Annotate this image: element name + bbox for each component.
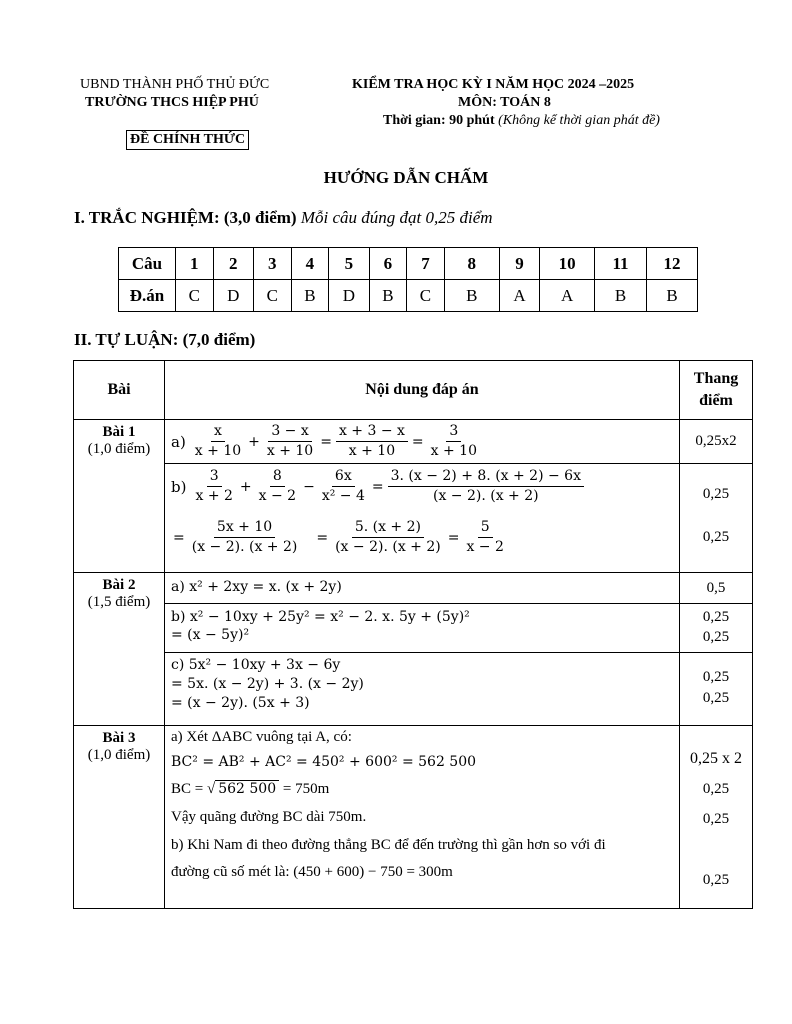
numerator: 3. (x − 2) + 8. (x + 2) − 6x — [388, 467, 584, 487]
answer-cell: B — [369, 280, 407, 312]
bai2-a-score: 0,5 — [680, 573, 753, 604]
section1-heading — [74, 208, 493, 228]
bai1-b-label: b) — [171, 477, 187, 496]
fraction — [192, 422, 244, 461]
numerator: 3 − x — [268, 422, 311, 442]
denominator: (x − 2). (x + 2) — [432, 488, 539, 504]
row-label-cau: Câu — [119, 248, 176, 280]
question-cell: 11 — [595, 248, 647, 280]
fraction — [336, 422, 408, 461]
sqrt-radicand: 562 500 — [215, 780, 279, 797]
denominator: x + 10 — [430, 443, 477, 459]
bai3-line-2: BC² = AB² + AC² = 450² + 600² = 562 500 — [171, 754, 477, 770]
denominator: (x − 2). (x + 2) — [191, 539, 298, 555]
answer-cell: C — [254, 280, 292, 312]
section1-title: I. TRẮC NGHIỆM: (3,0 điểm) — [74, 208, 297, 227]
bai2-c-score-cell — [680, 653, 753, 726]
operator: − — [303, 478, 315, 495]
fraction — [264, 422, 316, 461]
bai2-c-row — [74, 653, 753, 726]
answer-cell: A — [499, 280, 539, 312]
fraction — [332, 518, 444, 557]
operator: + — [239, 478, 252, 495]
bai3-line-3 — [165, 770, 679, 798]
denominator: x² − 4 — [321, 488, 365, 504]
bai3-line-1: a) Xét ΔABC vuông tại A, có: — [171, 729, 352, 745]
question-cell: 5 — [329, 248, 369, 280]
question-cell: 3 — [254, 248, 292, 280]
denominator: (x − 2). (x + 2) — [335, 539, 441, 555]
answer-cell: B — [444, 280, 499, 312]
bai2-b-expression-2: = (x − 5y)² — [171, 627, 250, 643]
bai2-points: (1,5 điểm) — [87, 594, 151, 610]
bai3-line-5: b) Khi Nam đi theo đường thẳng BC để đến trường thì gần hơn so với đi — [171, 837, 606, 853]
numerator: x — [211, 422, 225, 442]
question-cell: 8 — [444, 248, 499, 280]
fraction — [192, 467, 235, 506]
exam-subject: MÔN: TOÁN 8 — [458, 95, 551, 110]
col-header-content: Nội dung đáp án — [165, 361, 680, 420]
exam-time — [383, 113, 660, 129]
numerator: 5x + 10 — [214, 518, 275, 538]
time-note: (Không kể thời gian phát đề) — [498, 113, 660, 128]
operator: + — [248, 433, 260, 450]
denominator: x + 10 — [194, 443, 242, 459]
question-cell: 6 — [369, 248, 407, 280]
bai1-a-score: 0,25x2 — [680, 420, 753, 464]
numerator: 5. (x + 2) — [352, 518, 424, 538]
numerator: x + 3 − x — [336, 422, 408, 442]
answer-cell: B — [291, 280, 329, 312]
fraction — [256, 467, 299, 506]
question-cell: 7 — [407, 248, 445, 280]
exam-title: KIỂM TRA HỌC KỲ I NĂM HỌC 2024 –2025 — [352, 77, 635, 92]
bai2-b-score-1: 0,25 — [702, 609, 730, 625]
table-header-row — [74, 361, 753, 420]
bai1-a-content — [165, 420, 680, 464]
bai2-a-expression: a) x² + 2xy = x. (x + 2y) — [171, 579, 342, 595]
bai3-line-6: đường cũ số mét là: (450 + 600) − 750 = 300m — [171, 864, 453, 880]
bai1-a-row — [74, 420, 753, 464]
bai3-name: Bài 3 — [102, 730, 136, 746]
time-label: Thời gian: 90 phút — [383, 113, 495, 128]
bai1-b-expression-1 — [165, 464, 679, 506]
operator: = — [316, 529, 329, 546]
bai1-b-expression-2 — [165, 506, 679, 557]
fraction — [428, 422, 480, 461]
bai1-b-score-cell — [680, 464, 753, 573]
bai2-name: Bài 2 — [102, 577, 136, 593]
answer-cell: B — [647, 280, 698, 312]
denominator: x + 10 — [266, 443, 314, 459]
bai3-score-3: 0,25 — [702, 811, 730, 827]
multiple-choice-table — [118, 247, 698, 312]
numerator: 5 — [478, 518, 493, 538]
operator: = — [173, 529, 185, 546]
denominator: x + 10 — [348, 443, 396, 459]
fraction — [189, 518, 301, 557]
question-cell: 10 — [540, 248, 595, 280]
official-badge: ĐỀ CHÍNH THỨC — [126, 130, 249, 150]
fraction — [388, 467, 584, 506]
bai2-c-score-2: 0,25 — [702, 690, 730, 706]
bai1-b-content — [165, 464, 680, 573]
question-cell: 1 — [176, 248, 214, 280]
essay-answer-table — [73, 360, 753, 909]
bai2-b-score-2: 0,25 — [702, 629, 730, 645]
bai3-row — [74, 726, 753, 909]
sqrt-result: = 750m — [279, 781, 330, 797]
answer-cell: C — [407, 280, 445, 312]
bai3-score-1: 0,25 x 2 — [690, 750, 742, 767]
col-header-score: Thang điểm — [680, 361, 753, 420]
fraction — [319, 467, 368, 506]
bai2-b-row — [74, 604, 753, 653]
bai2-b-expression-1: b) x² − 10xy + 25y² = x² − 2. x. 5y + (5y)² — [171, 609, 470, 625]
bai2-a-row — [74, 573, 753, 604]
question-row — [119, 248, 698, 280]
bai2-c-content — [165, 653, 680, 726]
operator: = — [371, 478, 384, 495]
answer-cell: D — [213, 280, 253, 312]
bai1-b-row — [74, 464, 753, 573]
sqrt-prefix: BC = √ — [171, 781, 216, 797]
bai2-c-expression-2: = 5x. (x − 2y) + 3. (x − 2y) — [171, 676, 364, 692]
bai3-score-2: 0,25 — [702, 781, 730, 797]
numerator: 3 — [446, 422, 461, 442]
bai1-b-score-2: 0,25 — [702, 529, 730, 545]
answer-cell: B — [595, 280, 647, 312]
bai1-points: (1,0 điểm) — [87, 441, 151, 457]
bai2-c-expression-3: = (x − 2y). (5x + 3) — [171, 695, 310, 711]
numerator: 6x — [332, 467, 355, 487]
denominator: x − 2 — [258, 488, 297, 504]
answer-row — [119, 280, 698, 312]
bai1-b-score-1: 0,25 — [702, 486, 730, 502]
bai3-score-4: 0,25 — [702, 872, 730, 888]
question-cell: 4 — [291, 248, 329, 280]
denominator: x + 2 — [195, 488, 233, 504]
bai3-points: (1,0 điểm) — [87, 747, 151, 763]
bai2-c-score-1: 0,25 — [702, 669, 730, 685]
bai3-content — [165, 726, 680, 909]
bai2-b-score-cell — [680, 604, 753, 653]
fraction — [463, 518, 506, 557]
bai1-a-label: a) — [171, 432, 186, 451]
bai3-label-cell — [74, 726, 165, 909]
operator: = — [447, 529, 460, 546]
denominator: x − 2 — [466, 539, 504, 555]
answer-cell: A — [540, 280, 595, 312]
answer-cell: C — [176, 280, 214, 312]
bai2-a-content — [165, 573, 680, 604]
org-line-2: TRƯỜNG THCS HIỆP PHÚ — [85, 95, 259, 110]
bai2-c-expression-1: c) 5x² − 10xy + 3x − 6y — [171, 657, 341, 673]
org-line-1: UBND THÀNH PHỐ THỦ ĐỨC — [80, 77, 270, 92]
page-title: HƯỚNG DẪN CHẤM — [323, 168, 489, 187]
bai1-a-expression — [165, 420, 679, 463]
bai2-b-content — [165, 604, 680, 653]
operator: = — [411, 433, 424, 450]
col-header-bai: Bài — [74, 361, 165, 420]
section1-note: Mỗi câu đúng đạt 0,25 điểm — [300, 208, 493, 227]
numerator: 8 — [270, 467, 285, 487]
row-label-dan: Đ.án — [119, 280, 176, 312]
bai1-name: Bài 1 — [102, 424, 136, 440]
question-cell: 12 — [647, 248, 698, 280]
question-cell: 9 — [499, 248, 539, 280]
operator: = — [320, 433, 332, 450]
bai3-line-4: Vậy quãng đường BC dài 750m. — [171, 809, 367, 825]
bai1-label-cell — [74, 420, 165, 573]
numerator: 3 — [207, 467, 222, 487]
question-cell: 2 — [213, 248, 253, 280]
bai3-score-cell — [680, 726, 753, 909]
bai2-label-cell — [74, 573, 165, 726]
section2-heading: II. TỰ LUẬN: (7,0 điểm) — [74, 330, 256, 349]
answer-cell: D — [329, 280, 369, 312]
